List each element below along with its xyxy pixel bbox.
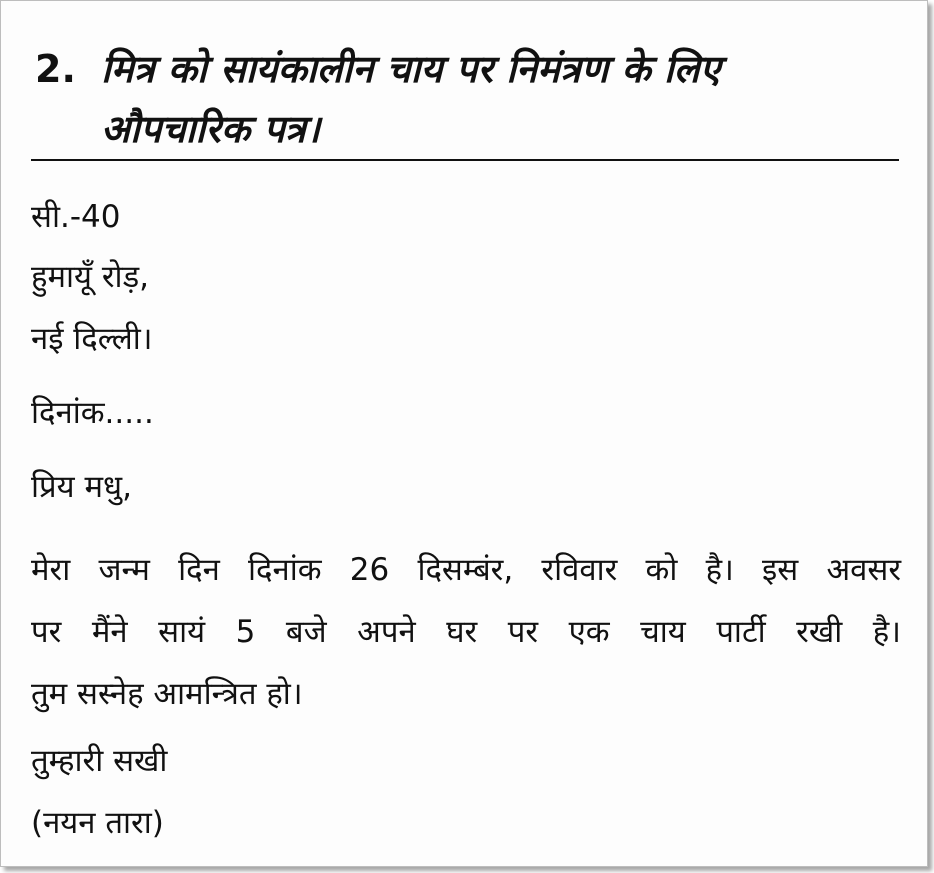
heading-divider [31, 159, 899, 161]
address-line-2: हुमायूँ रोड़, [31, 259, 150, 295]
salutation: प्रिय मधु, [31, 469, 132, 505]
address-line-1: सी.-40 [31, 199, 121, 235]
heading-number: 2. [35, 47, 76, 91]
heading-title-line-1: मित्र को सायंकालीन चाय पर निमंत्रण के लिए [101, 47, 721, 91]
address-line-3: नई दिल्ली। [31, 321, 153, 357]
heading-title-line-2: औपचारिक पत्र। [101, 107, 321, 151]
signature-name: (नयन तारा) [31, 805, 164, 841]
letter-body [31, 539, 901, 725]
heading-title [101, 39, 881, 159]
closing: तुम्हारी सखी [31, 743, 168, 779]
body-line-3: तुम सस्नेह आमन्त्रित हो। [31, 676, 303, 712]
body-line-1: मेरा जन्म दिन दिनांक 26 दिसम्बंर, रविवार को है। इस अवसर [31, 552, 901, 588]
body-line-2: पर मैंने सायं 5 बजे अपने घर पर एक चाय पार्टी रखी है। [31, 614, 901, 650]
letter-date: दिनांक..... [31, 395, 154, 431]
